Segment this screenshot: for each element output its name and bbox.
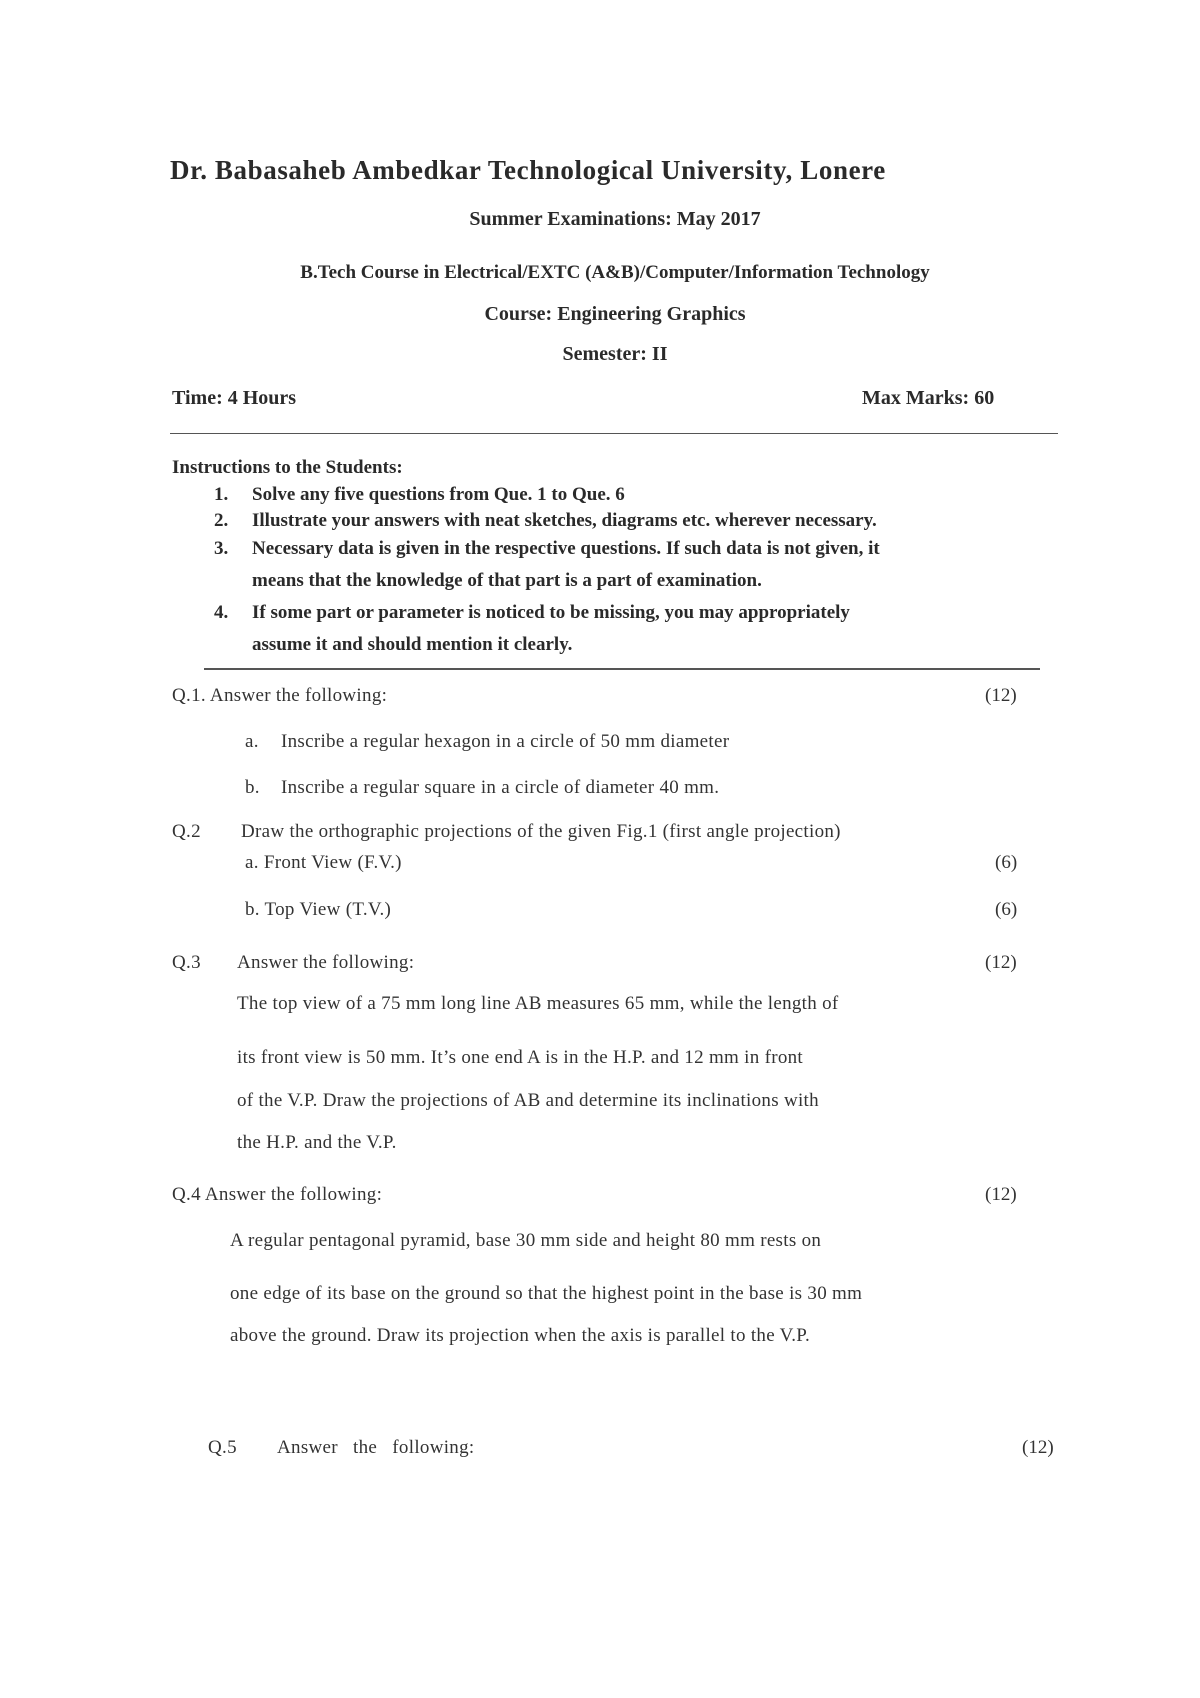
instruction-line: Necessary data is given in the respective questions. If such data is not given, it: [252, 538, 880, 559]
instruction-line: means that the knowledge of that part is a part of examination.: [252, 570, 762, 591]
instructions-title: Instructions to the Students:: [172, 457, 403, 478]
question-3-line: of the V.P. Draw the projections of AB and determine its inclinations with: [237, 1090, 819, 1111]
instruction-number: 3.: [214, 538, 229, 559]
question-2b-marks: (6): [995, 899, 1018, 920]
question-4-line: one edge of its base on the ground so that the highest point in the base is 30 mm: [230, 1283, 863, 1304]
instruction-number: 2.: [214, 510, 229, 531]
question-4-line: A regular pentagonal pyramid, base 30 mm side and height 80 mm rests on: [230, 1230, 822, 1251]
instruction-number: 1.: [214, 484, 229, 505]
question-1a-letter: a.: [245, 731, 259, 752]
question-3-marks: (12): [985, 952, 1017, 973]
course-title: Course: Engineering Graphics: [484, 303, 746, 325]
instruction-line: assume it and should mention it clearly.: [252, 634, 573, 655]
instructions-divider: [204, 668, 1040, 670]
question-1b-letter: b.: [245, 777, 260, 798]
question-5-heading: Answer the following:: [277, 1437, 475, 1458]
question-3-number: Q.3: [172, 952, 201, 973]
question-4-marks: (12): [985, 1184, 1017, 1205]
semester-title: Semester: II: [562, 343, 668, 365]
question-3-heading: Answer the following:: [237, 952, 415, 973]
instruction-line: Solve any five questions from Que. 1 to Que. 6: [252, 484, 625, 505]
header-divider: [170, 433, 1058, 434]
question-2-text: Draw the orthographic projections of the given Fig.1 (first angle projection): [241, 821, 841, 842]
question-1b-text: Inscribe a regular square in a circle of diameter 40 mm.: [281, 777, 720, 798]
question-4-line: above the ground. Draw its projection when the axis is parallel to the V.P.: [230, 1325, 811, 1346]
exam-duration: Time: 4 Hours: [172, 387, 297, 409]
university-title: Dr. Babasaheb Ambedkar Technological University, Lonere: [170, 155, 886, 185]
question-1-label: Q.1. Answer the following:: [172, 685, 388, 706]
question-1-marks: (12): [985, 685, 1017, 706]
question-2a-text: a. Front View (F.V.): [245, 852, 402, 873]
question-5-number: Q.5: [208, 1437, 237, 1458]
question-1a-text: Inscribe a regular hexagon in a circle of 50 mm diameter: [281, 731, 730, 752]
instruction-line: If some part or parameter is noticed to be missing, you may appropriately: [252, 602, 850, 623]
question-3-line: The top view of a 75 mm long line AB measures 65 mm, while the length of: [237, 993, 839, 1014]
max-marks: Max Marks: 60: [862, 387, 995, 409]
question-5-marks: (12): [1022, 1437, 1054, 1458]
question-3-line: its front view is 50 mm. It’s one end A is in the H.P. and 12 mm in front: [237, 1047, 804, 1068]
instruction-number: 4.: [214, 602, 229, 623]
program-title: B.Tech Course in Electrical/EXTC (A&B)/Computer/Information Technology: [300, 262, 930, 283]
exam-title: Summer Examinations: May 2017: [469, 208, 761, 230]
question-2a-marks: (6): [995, 852, 1018, 873]
question-4-label: Q.4 Answer the following:: [172, 1184, 383, 1205]
instruction-line: Illustrate your answers with neat sketches, diagrams etc. wherever necessary.: [252, 510, 877, 531]
question-2b-text: b. Top View (T.V.): [245, 899, 392, 920]
question-2-number: Q.2: [172, 821, 201, 842]
question-3-line: the H.P. and the V.P.: [237, 1132, 397, 1153]
